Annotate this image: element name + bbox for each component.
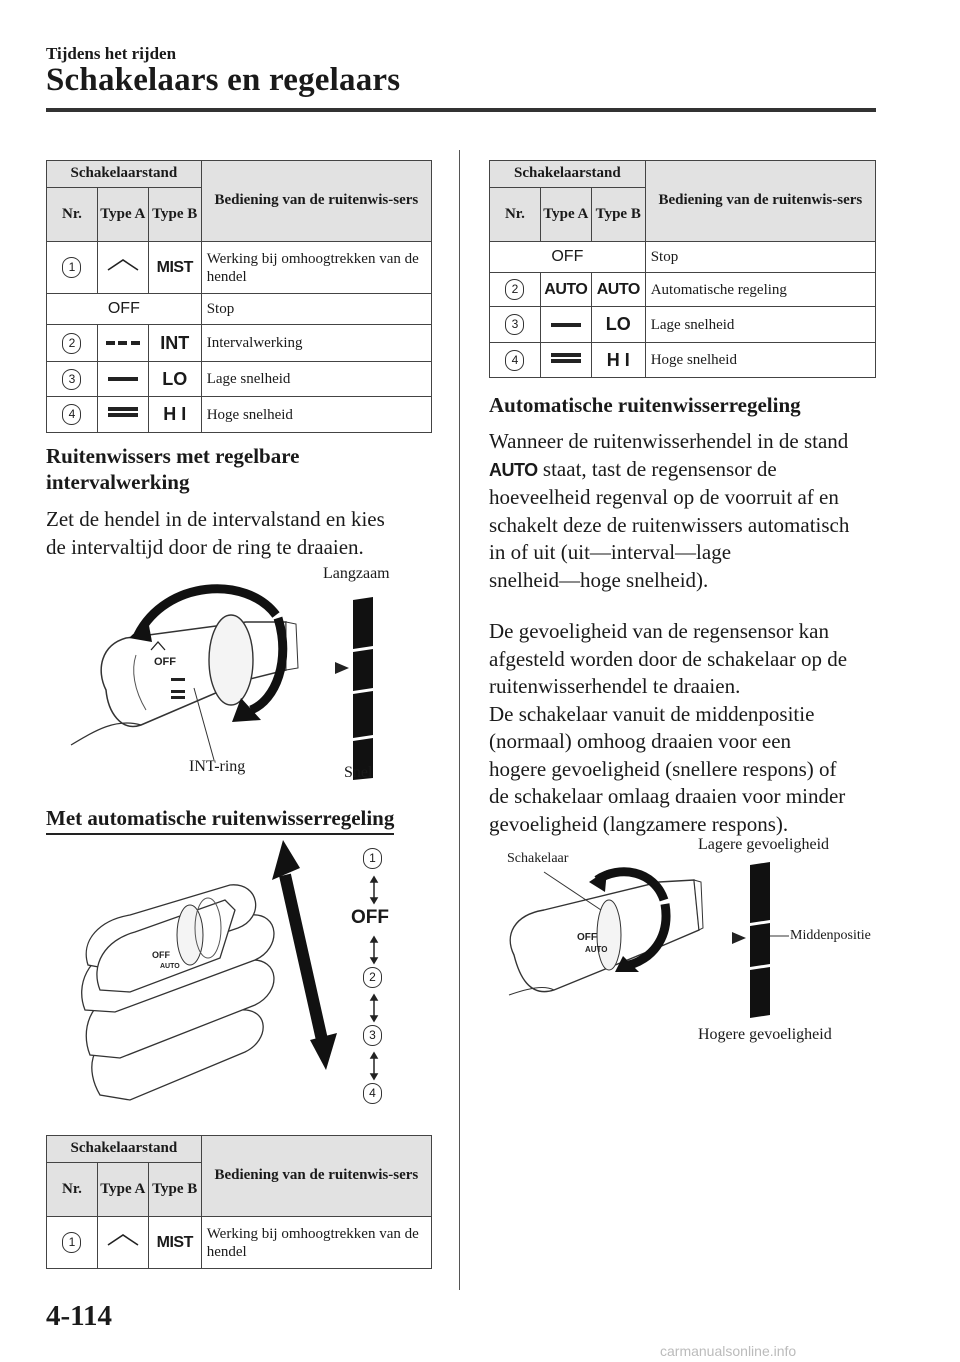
lo-label: LO (605, 314, 631, 334)
position-off-label: OFF (351, 907, 389, 928)
table-row (490, 343, 876, 378)
heading-interval: Ruitenwissers met regelbare intervalwerking (46, 444, 300, 494)
table-row (47, 242, 432, 294)
lever-auto-text: AUTO (160, 963, 180, 970)
table-row (490, 307, 876, 343)
th-type-b: Type B (148, 1163, 201, 1217)
number-badge: 2 (62, 333, 81, 354)
number-badge: 3 (505, 314, 524, 335)
th-type-a: Type A (97, 1163, 148, 1217)
number-badge: 4 (62, 404, 81, 425)
paragraph-auto: Wanneer de ruitenwisserhendel in de stand AUTO staat, tast de regensensor de hoeveelheid regenval op de voorruit af en schakelt deze de ruitenwissers automatisch in of uit (uit―interval―lage snelheid―hoge snelheid). (489, 429, 850, 592)
label-slow: Langzaam (323, 565, 390, 582)
th-position: Schakelaarstand (47, 161, 202, 188)
table-row (47, 325, 432, 362)
label-fast: Snel (344, 764, 373, 781)
th-position: Schakelaarstand (47, 1136, 202, 1163)
label-lower-sensitivity: Lagere gevoeligheid (698, 836, 830, 853)
row-description: Intervalwerking (201, 325, 431, 362)
mist-icon (103, 1233, 143, 1247)
mist-icon (103, 258, 143, 272)
paragraph-sensitivity: De gevoeligheid van de regensensor kan afgesteld worden door de schakelaar op de ruitenwisserhendel te draaien. De schakelaar vanuit de middenpositie (normaal) omhoog draaien voor een hogere gevoeligheid (snellere respons) of de schakelaar omlaag draaien voor minder gevoeligheid (langzamere respons). (489, 619, 848, 836)
row-description: Automatische regeling (645, 273, 875, 307)
page-title: Schakelaars en regelaars (46, 62, 401, 98)
auto-label-a: AUTO (544, 280, 588, 298)
wiper-table-2 (489, 160, 876, 378)
hi-label: H I (606, 349, 630, 370)
table-row (47, 362, 432, 397)
th-type-b: Type B (591, 188, 645, 242)
lever-off-text: OFF (154, 656, 176, 668)
number-badge: 2 (505, 279, 524, 300)
title-rule (46, 108, 876, 112)
th-nr: Nr. (47, 1163, 98, 1217)
table-row (47, 397, 432, 433)
table-row (47, 1217, 432, 1269)
row-description: Hoge snelheid (201, 397, 431, 433)
mist-label: MIST (156, 258, 193, 276)
heading-auto-wiper: Met automatische ruitenwisserregeling (46, 806, 394, 835)
lever-auto-text: AUTO (585, 945, 608, 954)
wiper-table-3 (46, 1135, 432, 1269)
row-description: Hoge snelheid (645, 343, 875, 378)
paragraph-interval: Zet de hendel in de intervalstand en kies de intervaltijd door de ring te draaien. (46, 507, 385, 559)
th-type-a: Type A (97, 188, 148, 242)
watermark: carmanualsonline.info (660, 1343, 797, 1359)
th-operation: Bediening van de ruitenwis-sers (201, 1136, 431, 1217)
th-operation: Bediening van de ruitenwis-sers (201, 161, 431, 242)
row-description: Werking bij omhoogtrekken van de hendel (201, 1217, 431, 1269)
sensitivity-figure (489, 860, 879, 1030)
page-number: 4-114 (46, 1300, 113, 1332)
th-nr: Nr. (490, 188, 541, 242)
th-nr: Nr. (47, 188, 98, 242)
lever-off-text: OFF (152, 950, 170, 960)
number-badge: 1 (62, 257, 81, 278)
label-int-ring: INT-ring (189, 758, 246, 775)
number-badge: 3 (62, 369, 81, 390)
int-ring-figure (46, 560, 446, 790)
hi-symbol (540, 343, 591, 378)
table-row (490, 273, 876, 307)
lo-label: LO (162, 368, 188, 389)
hi-symbol (97, 397, 148, 433)
row-description: Lage snelheid (201, 362, 431, 397)
row-description: Stop (201, 294, 431, 325)
label-switch: Schakelaar (507, 851, 569, 866)
lever-off-text: OFF (577, 932, 597, 943)
auto-inline-icon: AUTO (489, 459, 538, 480)
position-2-badge: 2 (363, 967, 382, 988)
position-1-badge: 1 (363, 848, 382, 869)
row-description: Lage snelheid (645, 307, 875, 343)
th-type-b: Type B (148, 188, 201, 242)
th-type-a: Type A (540, 188, 591, 242)
lo-symbol (540, 307, 591, 343)
int-symbol (97, 325, 148, 362)
table-row (490, 242, 876, 273)
label-higher-sensitivity: Hogere gevoeligheid (698, 1026, 832, 1043)
number-badge: 4 (505, 350, 524, 371)
th-operation: Bediening van de ruitenwis-sers (645, 161, 875, 242)
hi-label: H I (163, 404, 187, 424)
wiper-table-1 (46, 160, 432, 433)
row-description: Werking bij omhoogtrekken van de hendel (201, 242, 431, 294)
table-row (47, 294, 432, 325)
row-description: Stop (645, 242, 875, 273)
off-label: OFF (551, 248, 584, 265)
int-label: INT (160, 332, 190, 353)
position-4-badge: 4 (363, 1083, 382, 1104)
auto-label-b: AUTO (596, 280, 640, 298)
number-badge: 1 (62, 1232, 81, 1253)
heading-auto-control: Automatische ruitenwisserregeling (489, 393, 801, 417)
lo-symbol (97, 362, 148, 397)
lever-positions-figure (60, 840, 450, 1120)
mist-label: MIST (156, 1233, 193, 1251)
section-label: Tijdens het rijden (46, 44, 177, 63)
position-3-badge: 3 (363, 1025, 382, 1046)
column-divider (459, 150, 460, 1290)
label-middle-position: Middenpositie (790, 928, 871, 943)
off-label: OFF (107, 300, 140, 317)
th-position: Schakelaarstand (490, 161, 646, 188)
